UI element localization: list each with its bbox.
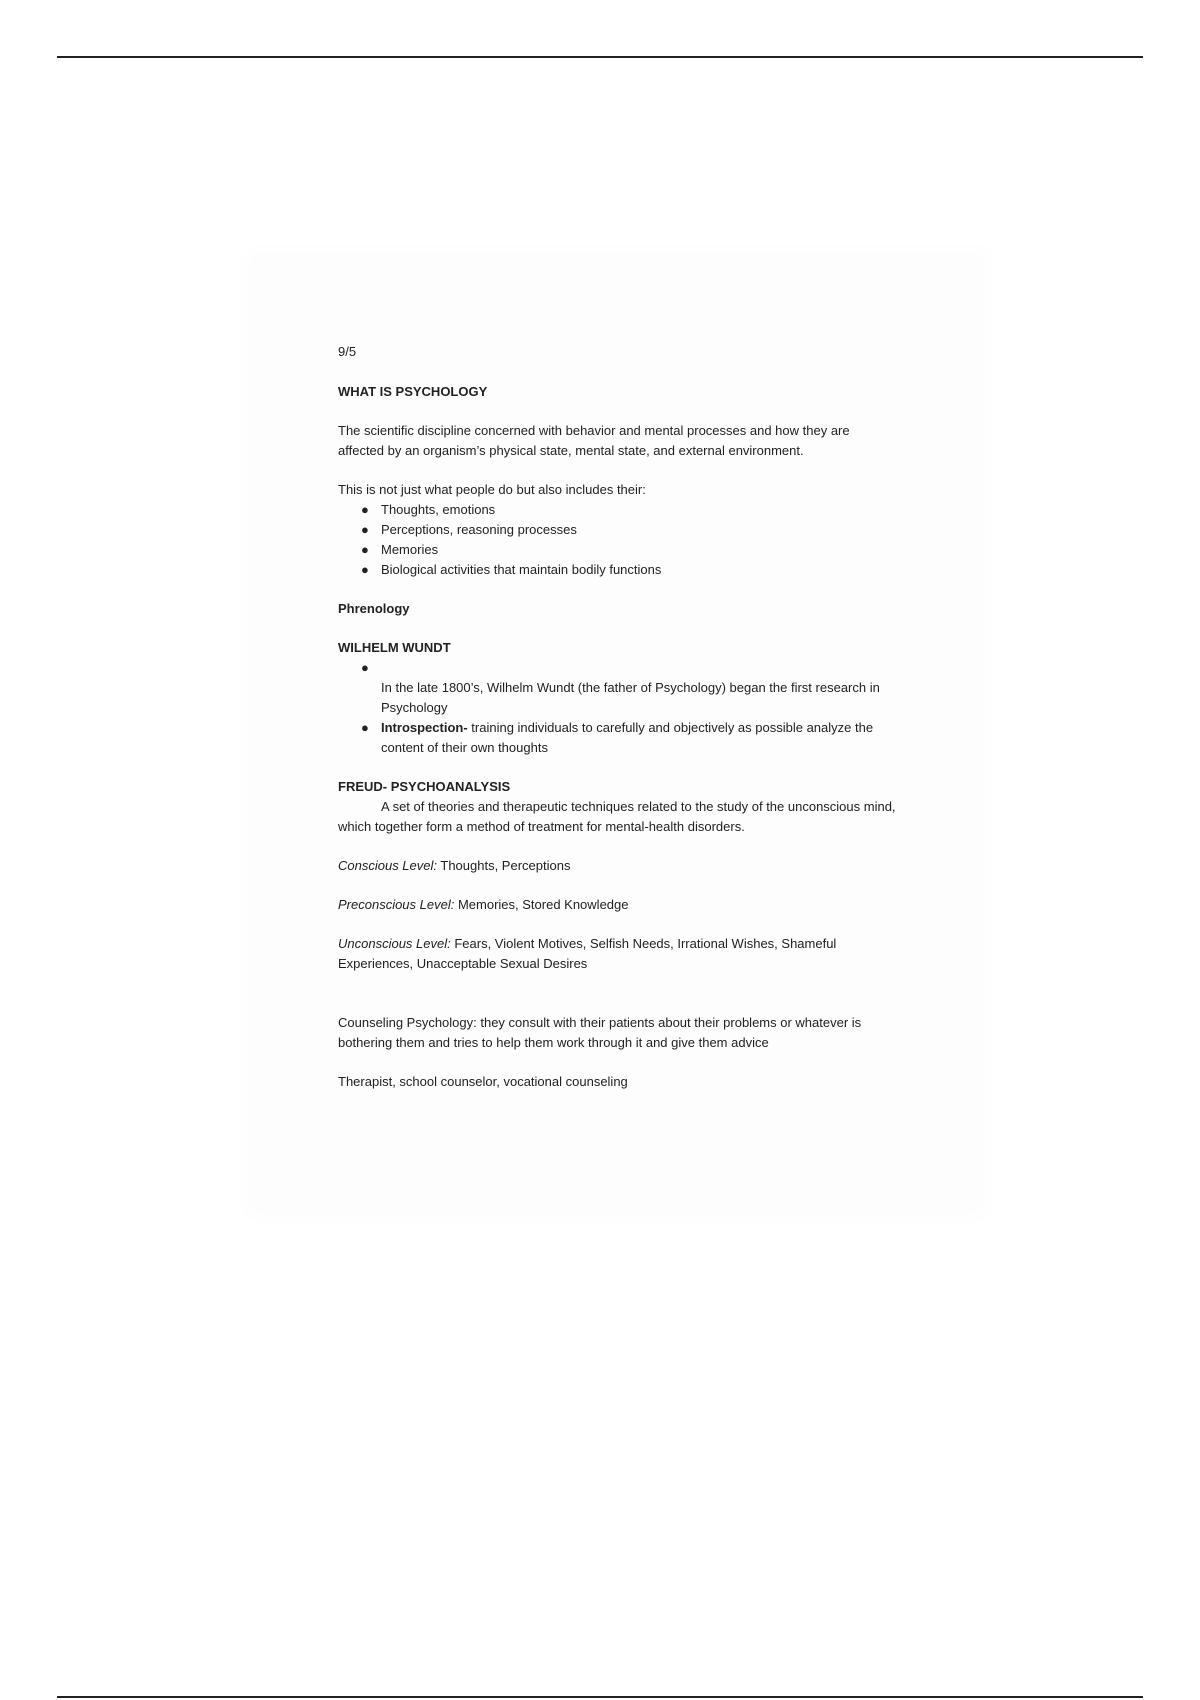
list-item-empty <box>361 658 898 678</box>
counseling-description: Counseling Psychology: they consult with their patients about their problems or whatever is bothering them and tries to help them work through it and give them advice <box>338 1015 862 1050</box>
psychology-includes-list <box>338 500 898 580</box>
list-item: ● Thoughts, emotions <box>381 500 898 520</box>
bullet-icon: ● <box>361 660 369 675</box>
psychology-definition: The scientific discipline concerned with behavior and mental processes and how they are affected by an organism’s physical state, mental state, and external environment. <box>338 423 850 458</box>
note-date: 9/5 <box>338 344 357 359</box>
bottom-rule <box>57 1696 1143 1698</box>
list-item: ● Memories <box>381 540 898 560</box>
psychoanalysis-description: A set of theories and therapeutic techniques related to the study of the unconscious mind, which together form a method of treatment for mental-health disorders. <box>338 799 896 834</box>
conscious-level: Conscious Level: Thoughts, Perceptions <box>338 858 571 873</box>
counseling-examples: Therapist, school counselor, vocational counseling <box>338 1074 628 1089</box>
document-content <box>338 342 898 1092</box>
psychology-intro: This is not just what people do but also includes their: <box>338 482 646 497</box>
section-heading-psychology: WHAT IS PSYCHOLOGY <box>338 384 488 399</box>
section-heading-wundt: WILHELM WUNDT <box>338 640 451 655</box>
bullet-icon: ● <box>361 522 369 537</box>
preconscious-level: Preconscious Level: Memories, Stored Knowledge <box>338 897 629 912</box>
introspection-term: Introspection- <box>381 720 468 735</box>
bullet-icon: ● <box>361 562 369 577</box>
bullet-icon: ● <box>361 502 369 517</box>
top-rule <box>57 56 1143 58</box>
wundt-list <box>338 658 898 758</box>
spacer <box>338 993 898 1013</box>
list-item: ● Biological activities that maintain bodily functions <box>381 560 898 580</box>
section-heading-phrenology: Phrenology <box>338 601 410 616</box>
bullet-icon: ● <box>361 542 369 557</box>
bullet-icon: ● <box>361 720 369 735</box>
list-item: ● Perceptions, reasoning processes <box>381 520 898 540</box>
list-item: ● Introspection- training individuals to carefully and objectively as possible analyze the content of their own thoughts <box>361 720 874 755</box>
list-item: In the late 1800’s, Wilhelm Wundt (the father of Psychology) began the first research in Psychology <box>381 680 880 715</box>
section-heading-freud: FREUD- PSYCHOANALYSIS <box>338 779 511 794</box>
unconscious-level: Unconscious Level: Fears, Violent Motives, Selfish Needs, Irrational Wishes, Shameful Experiences, Unacceptable Sexual Desires <box>338 936 837 971</box>
